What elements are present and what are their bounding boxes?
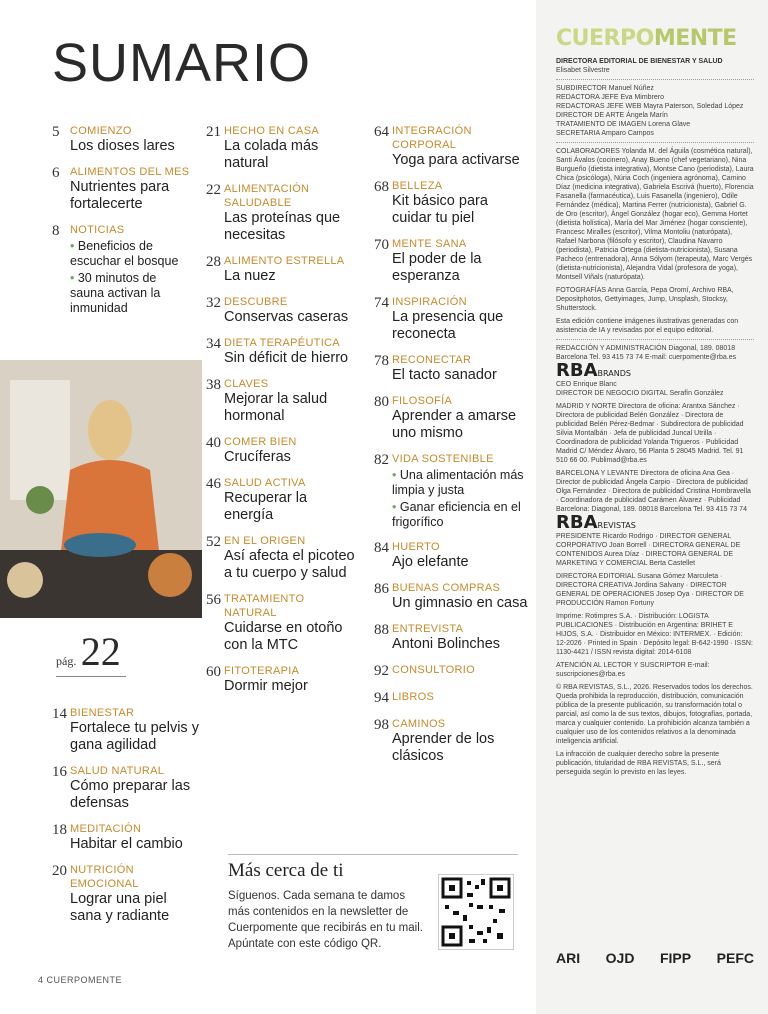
staff-line: SECRETARIA Amparo Campos bbox=[556, 130, 654, 137]
page-indicator-label: pág. bbox=[56, 654, 77, 668]
toc-entry[interactable] bbox=[374, 717, 529, 765]
page-footer: 4 CUERPOMENTE bbox=[38, 975, 123, 985]
toc-headline: El tacto sanador bbox=[392, 367, 497, 383]
toc-section: EN EL ORIGEN bbox=[224, 535, 306, 547]
toc-headline: Cómo preparar las defensas bbox=[70, 778, 191, 811]
toc-bullet bbox=[392, 468, 529, 498]
toc-entry[interactable] bbox=[374, 353, 529, 384]
bullet-icon: • bbox=[70, 271, 78, 285]
toc-section: MEDITACIÓN bbox=[70, 823, 142, 835]
toc-page-number: 84 bbox=[374, 540, 389, 556]
toc-headline: La nuez bbox=[224, 268, 276, 284]
toc-column-2 bbox=[206, 124, 356, 705]
toc-entry[interactable] bbox=[206, 534, 356, 582]
toc-entry[interactable] bbox=[374, 295, 529, 343]
toc-page-number: 88 bbox=[374, 622, 389, 638]
toc-bullet-text: Ganar eficiencia en el frigorífico bbox=[392, 500, 521, 529]
toc-entry[interactable] bbox=[374, 663, 529, 680]
ai-notice: Esta edición contiene imágenes ilustrativas generadas con asistencia de IA y revisadas por el equipo editorial. bbox=[556, 318, 739, 334]
toc-section: NUTRICIÓN EMOCIONAL bbox=[70, 864, 139, 890]
toc-section: DESCUBRE bbox=[224, 296, 288, 308]
toc-section: COMIENZO bbox=[70, 125, 132, 137]
photo-credits: FOTOGRAFÍAS Anna García, Pepa Oromí, Archivo RBA, Depositphotos, Gettyimages, Jump, Unsplash, Stocksy, Shutterstock. bbox=[556, 287, 734, 312]
toc-section: HECHO EN CASA bbox=[224, 125, 319, 137]
toc-entry[interactable] bbox=[206, 182, 356, 244]
toc-entry[interactable] bbox=[374, 394, 529, 442]
director-name: Elisabet Silvestre bbox=[556, 67, 610, 74]
toc-entry[interactable] bbox=[206, 124, 356, 172]
staff-line: TRATAMIENTO DE IMAGEN Lorena Glave bbox=[556, 121, 691, 128]
toc-page-number: 56 bbox=[206, 592, 221, 608]
digital-director: DIRECTOR DE NEGOCIO DIGITAL Serafín González bbox=[556, 390, 724, 397]
rba-revistas-logo bbox=[556, 512, 754, 533]
partner-logo: PEFC bbox=[716, 950, 754, 966]
toc-entry[interactable] bbox=[206, 254, 356, 285]
toc-headline: Conservas caseras bbox=[224, 309, 349, 325]
bullet-icon: • bbox=[392, 468, 400, 482]
qr-code[interactable] bbox=[438, 874, 514, 950]
redaccion: REDACCIÓN Y ADMINISTRACIÓN Diagonal, 189. 08018 Barcelona Tel. 93 415 73 74 E-mail: cuerpomente@rba.es bbox=[556, 345, 737, 361]
toc-section: VIDA SOSTENIBLE bbox=[392, 453, 494, 465]
toc-headline: Cuidarse en otoño con la MTC bbox=[224, 620, 343, 653]
toc-entry[interactable] bbox=[52, 764, 202, 812]
toc-page-number: 18 bbox=[52, 822, 67, 838]
toc-section: SALUD ACTIVA bbox=[224, 477, 306, 489]
toc-entry[interactable] bbox=[206, 664, 356, 695]
toc-page-number: 98 bbox=[374, 717, 389, 733]
toc-entry[interactable] bbox=[374, 179, 529, 227]
collaborators: COLABORADORES Yolanda M. del Águila (cosmética natural), Santi Ávalos (cocinero), Anay Bueno (chef vegetariano), Nina Burgueño (dietista integrativa), Montse Cano (periodista), Laura Chica (psicóloga), Núria Coch (ingeniera agrónoma), Camino Díaz (medicina integrativa), Gabriela Escrivá (huerto), Florencia Fasanella (farmacéutica), Luis Fasanella (ingeniero), Odile Fernández (médica), Martina Ferrer (nutricionista), Gabriel G. de Oro (escritor), Ángel González (hogar eco), Gemma Hortet (dietista holística), María del Mar Jiménez (hogar consciente), Francesc Miralles (escritor), Vilma Montoliu (naturópata), Rafael Narbona (filósofo y escritor), Claudina Navarro (periodista), Patricia Ortega (dietista-nutricionista), Susana Pacheco (entrenadora), Anna Sólyom (terapeuta), Marc Vergés (dietista-nutricionista), Alejandra Vidal (profesora de yoga), Montsell Viñals (naturópata). bbox=[556, 148, 754, 281]
toc-page-number: 68 bbox=[374, 179, 389, 195]
rba-brands-logo bbox=[556, 360, 754, 381]
toc-headline: Aprender a amarse uno mismo bbox=[392, 408, 517, 441]
divider bbox=[56, 676, 126, 677]
toc-section: ALIMENTO ESTRELLA bbox=[224, 255, 345, 267]
toc-section: BIENESTAR bbox=[70, 707, 135, 719]
page-indicator bbox=[56, 628, 121, 675]
legal-notice: © RBA REVISTAS, S.L., 2026. Reservados todos los derechos. Queda prohibida la reproducción, distribución, comunicación pública de la presente publicación, su transformación total o parcial, así como la de sus textos, dibujos, fotografías, portada, marca y cualquier contenido. La prohibición alcanza también a cualquier uso de los contenidos relativos a la denominada inteligencia artificial. bbox=[556, 684, 753, 745]
toc-section: RECONECTAR bbox=[392, 354, 472, 366]
toc-headline: Los dioses lares bbox=[70, 138, 175, 154]
toc-section: CONSULTORIO bbox=[392, 664, 475, 676]
logo-part-a: CUERPO bbox=[556, 26, 654, 51]
toc-section: MENTE SANA bbox=[392, 238, 467, 250]
director-label: DIRECTORA EDITORIAL DE BIENESTAR Y SALUD bbox=[556, 58, 723, 65]
partner-logo: ARI bbox=[556, 950, 581, 966]
directors: DIRECTORA EDITORIAL Susana Gómez Marculeta · DIRECTORA CREATIVA Jordina Salvany · DIRECTOR GENERAL DE OPERACIONES Josep Oya · DIRECTOR DE PRODUCCIÓN Ramon Fortuny bbox=[556, 573, 744, 607]
divider bbox=[228, 854, 518, 855]
toc-page-number: 22 bbox=[206, 182, 221, 198]
toc-section: SALUD NATURAL bbox=[70, 765, 165, 777]
rba-revistas-mark: RBA bbox=[556, 512, 598, 533]
toc-section: DIETA TERAPÉUTICA bbox=[224, 337, 340, 349]
toc-section: ALIMENTACIÓN SALUDABLE bbox=[224, 183, 310, 209]
toc-headline: Recuperar la energía bbox=[224, 490, 308, 523]
divider bbox=[556, 339, 754, 340]
rba-revistas-sub: REVISTAS bbox=[597, 521, 636, 530]
toc-headline: Mejorar la salud hormonal bbox=[224, 391, 328, 424]
toc-page-number: 86 bbox=[374, 581, 389, 597]
toc-column-1 bbox=[52, 124, 192, 326]
toc-page-number: 80 bbox=[374, 394, 389, 410]
toc-section: CLAVES bbox=[224, 378, 269, 390]
woman-cooking-photo bbox=[0, 360, 202, 618]
toc-entry[interactable] bbox=[374, 581, 529, 612]
toc-page-number: 94 bbox=[374, 690, 389, 706]
newsletter-box bbox=[228, 860, 428, 952]
toc-headline: Antoni Bolinches bbox=[392, 636, 501, 652]
toc-section: NOTICIAS bbox=[70, 224, 125, 236]
toc-page-number: 21 bbox=[206, 124, 221, 140]
toc-headline: Un gimnasio en casa bbox=[392, 595, 528, 611]
toc-headline: Dormir mejor bbox=[224, 678, 308, 694]
toc-entry[interactable] bbox=[52, 706, 202, 754]
toc-entry[interactable] bbox=[374, 237, 529, 285]
toc-bullet bbox=[70, 271, 192, 316]
credits-sidebar bbox=[536, 0, 768, 1014]
rba-brands-sub: BRANDS bbox=[597, 369, 631, 378]
toc-page-number: 82 bbox=[374, 452, 389, 468]
toc-page-number: 6 bbox=[52, 165, 60, 181]
qr-code-icon bbox=[439, 875, 513, 949]
toc-headline: Fortalece tu pelvis y gana agilidad bbox=[70, 720, 199, 753]
toc-entry[interactable] bbox=[206, 377, 356, 425]
toc-bullet bbox=[70, 239, 192, 269]
toc-section: TRATAMIENTO NATURAL bbox=[224, 593, 305, 619]
bullet-icon: • bbox=[70, 239, 78, 253]
divider bbox=[556, 142, 754, 143]
toc-section: COMER BIEN bbox=[224, 436, 297, 448]
partner-logo: OJD bbox=[605, 950, 635, 966]
toc-page-number: 32 bbox=[206, 295, 221, 311]
toc-section: HUERTO bbox=[392, 541, 440, 553]
toc-headline: Nutrientes para fortalecerte bbox=[70, 179, 170, 212]
toc-page-number: 5 bbox=[52, 124, 60, 140]
toc-headline: Aprender de los clásicos bbox=[392, 731, 495, 764]
toc-entry[interactable] bbox=[52, 822, 202, 853]
toc-section: INTEGRACIÓN CORPORAL bbox=[392, 125, 472, 151]
toc-bullet bbox=[392, 500, 529, 530]
toc-section: FILOSOFÍA bbox=[392, 395, 453, 407]
toc-page-number: 38 bbox=[206, 377, 221, 393]
toc-section: CAMINOS bbox=[392, 718, 446, 730]
toc-page-number: 8 bbox=[52, 223, 60, 239]
toc-headline: Habitar el cambio bbox=[70, 836, 183, 852]
toc-headline: La presencia que reconecta bbox=[392, 309, 504, 342]
partner-logos bbox=[556, 950, 754, 966]
toc-entry[interactable] bbox=[206, 592, 356, 654]
toc-entry[interactable] bbox=[206, 435, 356, 466]
staff-line: REDACTORA JEFE Eva Mimbrero bbox=[556, 94, 665, 101]
toc-page-number: 78 bbox=[374, 353, 389, 369]
toc-section: FITOTERAPIA bbox=[224, 665, 300, 677]
toc-column-3 bbox=[374, 124, 529, 775]
toc-entry[interactable] bbox=[374, 540, 529, 571]
toc-section: ALIMENTOS DEL MES bbox=[70, 166, 190, 178]
toc-headline: Yoga para activarse bbox=[392, 152, 520, 168]
toc-entry[interactable] bbox=[52, 165, 192, 213]
staff-line: DIRECTOR DE ARTE Ángela Marín bbox=[556, 112, 668, 119]
toc-headline: Crucíferas bbox=[224, 449, 291, 465]
toc-headline: Kit básico para cuidar tu piel bbox=[392, 193, 488, 226]
toc-headline: Lograr una piel sana y radiante bbox=[70, 891, 170, 924]
toc-page-number: 40 bbox=[206, 435, 221, 451]
toc-headline: Ajo elefante bbox=[392, 554, 469, 570]
page-title: SUMARIO bbox=[52, 33, 312, 93]
reader-service: ATENCIÓN AL LECTOR Y SUSCRIPTOR E-mail: suscripciones@rba.es bbox=[556, 662, 710, 678]
toc-bullet-text: Beneficios de escuchar el bosque bbox=[70, 239, 179, 268]
staff-line: REDACTORAS JEFE WEB Mayra Paterson, Soledad López bbox=[556, 103, 744, 110]
toc-section: LIBROS bbox=[392, 691, 435, 703]
toc-page-number: 14 bbox=[52, 706, 67, 722]
toc-headline: La colada más natural bbox=[224, 138, 319, 171]
toc-page-number: 64 bbox=[374, 124, 389, 140]
newsletter-title: Más cerca de ti bbox=[228, 860, 344, 881]
toc-headline: El poder de la esperanza bbox=[392, 251, 482, 284]
printing-info: Imprime: Rotimpres S.A. · Distribución: LOGISTA PUBLICACIONES · Distribución en Argentina: BRIHET E HIJOS, S.A. · Distribuidor en México: INTERMEX. · Edición: 12-2026 · Printed in Spain · Depósito legal: B-642-1990 · ISSN: 1130-4421 / ISSN revista digital: 2014-6108 bbox=[556, 613, 753, 656]
toc-column-1b bbox=[52, 706, 202, 935]
toc-page-number: 46 bbox=[206, 476, 221, 492]
toc-page-number: 28 bbox=[206, 254, 221, 270]
ceo: CEO Enrique Blanc bbox=[556, 381, 617, 388]
toc-page-number: 70 bbox=[374, 237, 389, 253]
page-indicator-number: 22 bbox=[80, 629, 121, 674]
toc-page-number: 74 bbox=[374, 295, 389, 311]
rba-brands-mark: RBA bbox=[556, 360, 598, 381]
toc-headline: Sin déficit de hierro bbox=[224, 350, 349, 366]
toc-entry[interactable] bbox=[206, 476, 356, 524]
toc-entry[interactable] bbox=[206, 336, 356, 367]
toc-entry[interactable] bbox=[374, 452, 529, 530]
logo-part-b: MENTE bbox=[653, 26, 737, 51]
toc-entry[interactable] bbox=[52, 863, 202, 925]
cover-photo bbox=[0, 360, 202, 618]
toc-page-number: 16 bbox=[52, 764, 67, 780]
toc-entry[interactable] bbox=[52, 223, 192, 316]
brand-logo bbox=[556, 26, 754, 51]
toc-bullet-text: Una alimentación más limpia y justa bbox=[392, 468, 524, 497]
toc-entry[interactable] bbox=[374, 622, 529, 653]
infringement-notice: La infracción de cualquier derecho sobre la presente publicación, titularidad de RBA REVISTAS, S.L., será perseguida según lo previsto en las leyes. bbox=[556, 751, 721, 776]
toc-page-number: 52 bbox=[206, 534, 221, 550]
executives: PRESIDENTE Ricardo Rodrigo · DIRECTOR GENERAL CORPORATIVO Joan Borrell · DIRECTORA GENERAL DE CONTENIDOS Aurea Díaz · DIRECTORA GENERAL DE MARKETING Y COMERCIAL Berta Castellet bbox=[556, 533, 741, 567]
partner-logo: FIPP bbox=[659, 950, 692, 966]
divider bbox=[556, 79, 754, 80]
toc-section: BELLEZA bbox=[392, 180, 443, 192]
toc-section: INSPIRACIÓN bbox=[392, 296, 467, 308]
toc-entry[interactable] bbox=[206, 295, 356, 326]
bullet-icon: • bbox=[392, 500, 400, 514]
toc-entry[interactable] bbox=[52, 124, 192, 155]
toc-entry[interactable] bbox=[374, 124, 529, 169]
toc-bullet-text: 30 minutos de sauna activan la inmunidad bbox=[70, 271, 161, 315]
toc-page-number: 60 bbox=[206, 664, 221, 680]
staff-list bbox=[556, 84, 754, 138]
barcelona-office: BARCELONA Y LEVANTE Directora de oficina Ana Gea · Director de publicidad Ángela Carpio · Directora de publicidad Olga Fernández · Directora de publicidad Cristina Hombravella · Coordinadora de publicidad Carámen Álvarez · Publicidad Barcelona: Diagonal, 189. 08018 Barcelona Tel. 93 415 73 74 bbox=[556, 470, 751, 513]
madrid-office: MADRID Y NORTE Directora de oficina: Arantxa Sánchez · Directora de publicidad Belén González · Directora de publicidad Belén Pérez-Bedmar · Subdirectora de publicidad Silvia Montalbán · Jefa de publicidad Juncal Utrilla · Coordinadora de publicidad Yolanda Trigueros · Publicidad Madrid C/ Méndez Álvaro, 56 Planta 5 28045 Madrid. Tel. 91 510 66 00. Publimad@rba.es bbox=[556, 403, 744, 464]
toc-section: ENTREVISTA bbox=[392, 623, 464, 635]
staff-line: SUBDIRECTOR Manuel Núñez bbox=[556, 85, 654, 92]
toc-headline: Así afecta el picoteo a tu cuerpo y salud bbox=[224, 548, 355, 581]
toc-entry[interactable] bbox=[374, 690, 529, 707]
newsletter-body: Síguenos. Cada semana te damos más contenidos en la newsletter de Cuerpomente que recibirás en tu mail. Apúntate con este código QR. bbox=[228, 890, 423, 950]
toc-page-number: 34 bbox=[206, 336, 221, 352]
toc-page-number: 20 bbox=[52, 863, 67, 879]
toc-headline: Las proteínas que necesitas bbox=[224, 210, 341, 243]
toc-section: BUENAS COMPRAS bbox=[392, 582, 501, 594]
toc-page-number: 92 bbox=[374, 663, 389, 679]
